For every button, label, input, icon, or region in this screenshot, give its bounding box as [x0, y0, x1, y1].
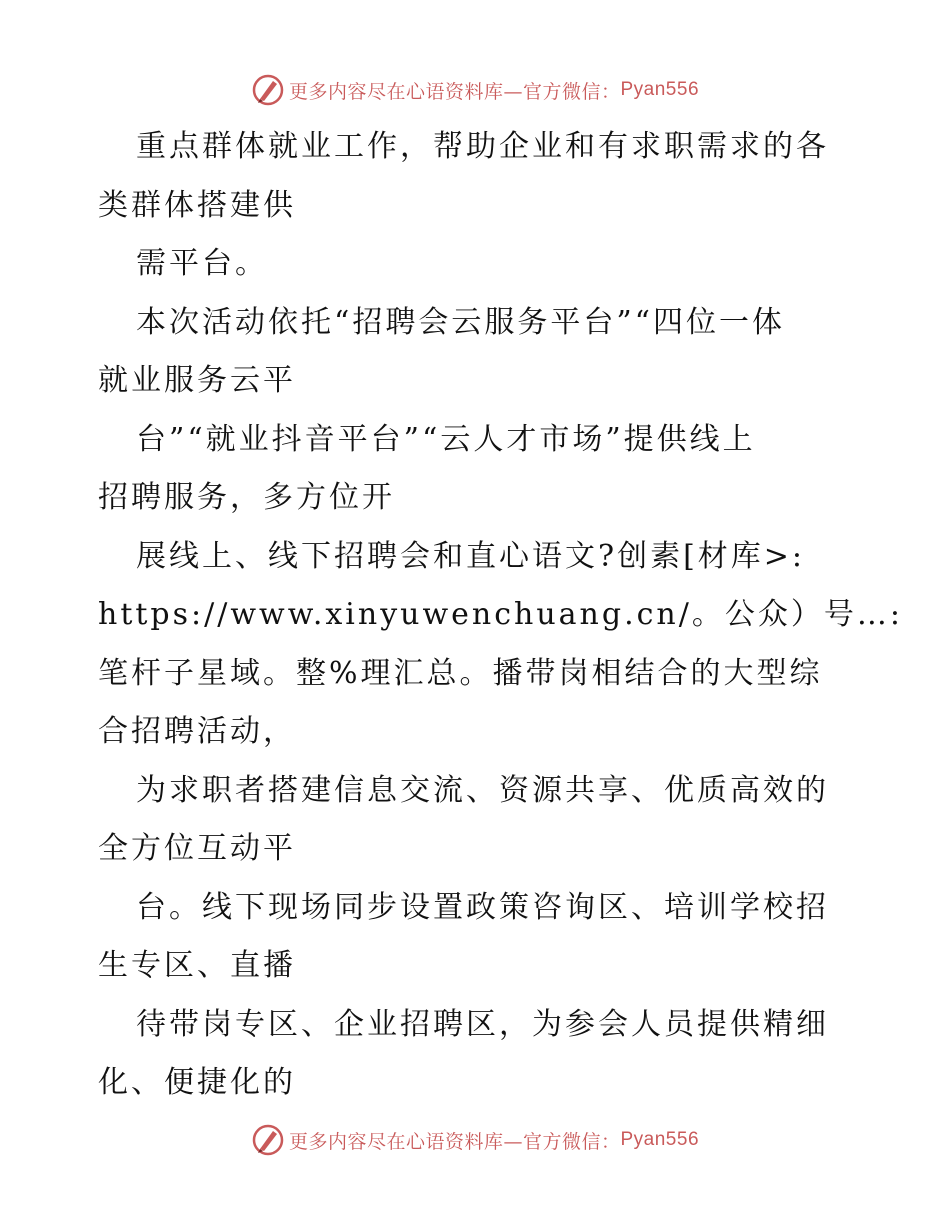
- text-line: 就业服务云平: [98, 363, 296, 398]
- text-line: 重点群体就业工作，帮助企业和有求职需求的各: [136, 129, 829, 164]
- text-line: 待带岗专区、企业招聘区，为参会人员提供精细: [136, 1006, 829, 1042]
- text-line: 招聘服务，多方位开: [98, 480, 395, 515]
- body-text: [98, 118, 903, 1113]
- text-line: 全方位互动平: [98, 831, 296, 866]
- text-line: 类群体搭建供: [98, 187, 296, 223]
- watermark-text: 更多内容尽在心语资料库—官方微信：: [288, 1130, 621, 1153]
- text-line: 生专区、直播: [98, 948, 296, 983]
- watermark-text: 更多内容尽在心语资料库—官方微信：: [288, 80, 621, 103]
- text-line: 需平台。: [136, 246, 268, 281]
- text-line: 为求职者搭建信息交流、资源共享、优质高效的: [136, 772, 829, 808]
- watermark-handle: Pyan556: [620, 79, 700, 100]
- text-line: 展线上、线下招聘会和直心语文?创素[材库>:: [136, 538, 806, 574]
- text-line: 化、便捷化的: [98, 1065, 296, 1100]
- text-line: https://www.xinyuwenchuang.cn/。公众）号…:: [98, 597, 903, 632]
- text-line: 合招聘活动，: [98, 714, 296, 749]
- text-line: 台。线下现场同步设置政策咨询区、培训学校招: [136, 889, 829, 925]
- watermark-handle: Pyan556: [620, 1129, 700, 1150]
- text-line: 台”“就业抖音平台”“云人才市场”提供线上: [136, 421, 756, 457]
- footer-watermark: [0, 1120, 950, 1160]
- text-line: 笔杆子星域。整%理汇总。播带岗相结合的大型综: [98, 655, 823, 691]
- quill-logo-icon: [251, 1123, 285, 1157]
- text-line: 本次活动依托“招聘会云服务平台”“四位一体: [136, 304, 786, 340]
- quill-logo-icon: [251, 73, 285, 107]
- header-watermark: [0, 70, 950, 110]
